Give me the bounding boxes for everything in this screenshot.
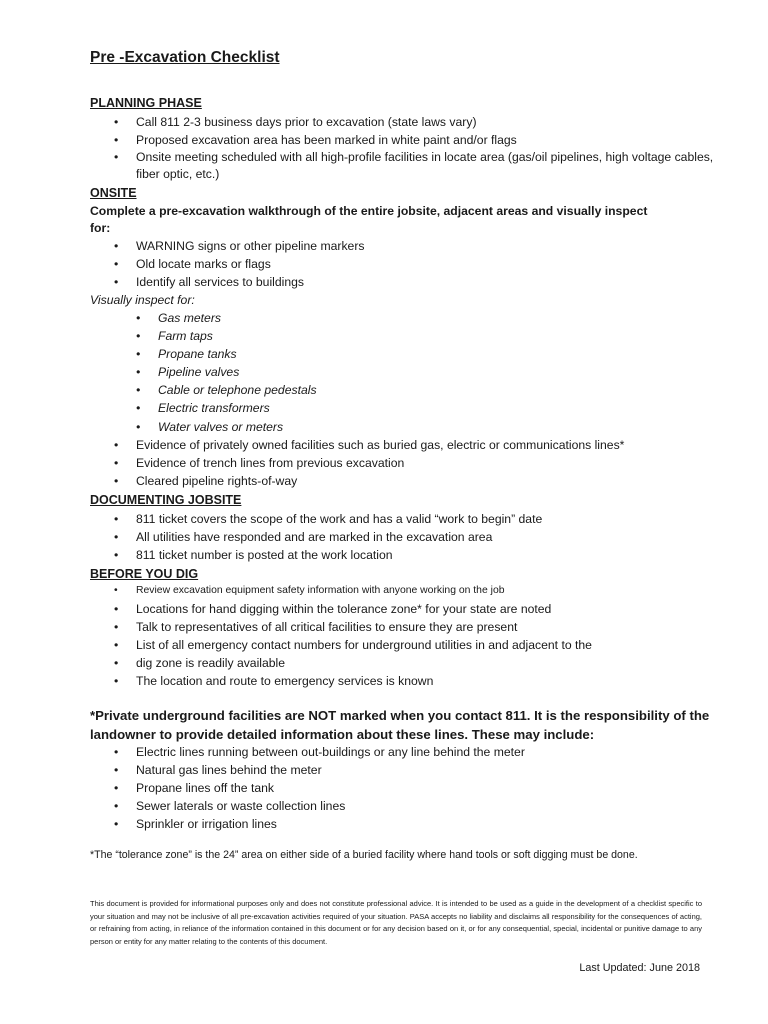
bullet-icon: • bbox=[114, 585, 118, 596]
documenting-list bbox=[114, 510, 716, 564]
list-item: • Onsite meeting scheduled with all high-profile facilities in locate area (gas/oil pipelines, high voltage cables, fiber optic, etc.) bbox=[114, 150, 714, 181]
bullet-icon: • bbox=[114, 781, 119, 796]
list-item: • 811 ticket covers the scope of the work and has a valid “work to begin” date bbox=[136, 510, 716, 528]
page-title: Pre -Excavation Checklist bbox=[90, 49, 280, 66]
private-facilities-list bbox=[114, 743, 716, 833]
list-item: • Proposed excavation area has been marked in white paint and/or flags bbox=[136, 131, 716, 149]
list-item: • Pipeline valves bbox=[158, 363, 698, 381]
planning-list bbox=[114, 113, 716, 182]
list-item: • Propane lines off the tank bbox=[136, 779, 716, 797]
bullet-icon: • bbox=[114, 620, 119, 635]
bullet-icon: • bbox=[136, 329, 141, 344]
list-item: • Cleared pipeline rights-of-way bbox=[136, 472, 716, 490]
bullet-icon: • bbox=[114, 150, 119, 165]
disclaimer: This document is provided for informational purposes only and does not constitute professional advice. It is intended to be used as a guide in the development of a checklist specific to your situation and may not be inclusive of all pre-excavation activities required of your situation. PASA accepts no liability and disclaims all responsibility for the consequences of acting, or refraining from acting, in reliance of the information contained in this document or for any decision based on it, or for any consequential, special, incidental or punitive damage to any person or entity for any matter relating to the contents of this document. bbox=[90, 899, 702, 946]
documenting-heading: DOCUMENTING JOBSITE bbox=[90, 493, 242, 507]
bullet-icon: • bbox=[136, 419, 141, 434]
private-facilities-note: *Private underground facilities are NOT marked when you contact 811. It is the responsibility of the landowner to provide detailed information about these lines. These may include: bbox=[90, 708, 710, 742]
list-item: • Talk to representatives of all critical facilities to ensure they are present bbox=[136, 618, 716, 636]
bullet-icon: • bbox=[136, 383, 141, 398]
bullet-icon: • bbox=[114, 456, 119, 471]
before-dig-heading: BEFORE YOU DIG bbox=[90, 567, 199, 581]
bullet-icon: • bbox=[114, 548, 119, 563]
bullet-icon: • bbox=[136, 311, 141, 325]
list-item: • All utilities have responded and are marked in the excavation area bbox=[136, 528, 716, 546]
bullet-icon: • bbox=[114, 115, 119, 129]
list-item: • Evidence of trench lines from previous excavation bbox=[136, 454, 716, 472]
list-item: • Water valves or meters bbox=[158, 418, 698, 436]
before-dig-list bbox=[114, 582, 716, 691]
list-item: • Cable or telephone pedestals bbox=[158, 381, 698, 399]
tolerance-zone-note: *The “tolerance zone” is the 24” area on either side of a buried facility where hand tools or soft digging must be done. bbox=[90, 849, 638, 861]
list-item: • Locations for hand digging within the tolerance zone* for your state are noted bbox=[136, 600, 716, 618]
list-item: • The location and route to emergency services is known bbox=[136, 672, 716, 690]
bullet-icon: • bbox=[114, 530, 119, 545]
bullet-icon: • bbox=[114, 745, 119, 759]
bullet-icon: • bbox=[114, 799, 119, 814]
planning-heading: PLANNING PHASE bbox=[90, 96, 202, 110]
bullet-icon: • bbox=[114, 656, 119, 671]
list-item: • Gas meters bbox=[158, 309, 698, 327]
list-item: • Identify all services to buildings bbox=[136, 273, 716, 291]
list-item: • List of all emergency contact numbers for underground utilities in and adjacent to the bbox=[136, 636, 716, 654]
bullet-icon: • bbox=[114, 638, 119, 653]
bullet-icon: • bbox=[136, 365, 141, 380]
onsite-more-list bbox=[114, 436, 716, 490]
list-item: • Review excavation equipment safety information with anyone working on the job bbox=[136, 582, 716, 600]
bullet-icon: • bbox=[114, 763, 119, 778]
bullet-icon: • bbox=[114, 257, 119, 272]
bullet-icon: • bbox=[114, 239, 119, 253]
list-item: • Propane tanks bbox=[158, 345, 698, 363]
list-item: • WARNING signs or other pipeline markers bbox=[136, 237, 716, 255]
visual-inspect-label: Visually inspect for: bbox=[90, 293, 195, 307]
list-item: • Sewer laterals or waste collection lines bbox=[136, 797, 716, 815]
bullet-icon: • bbox=[114, 817, 119, 832]
list-item: • Electric transformers bbox=[158, 399, 698, 417]
bullet-icon: • bbox=[136, 347, 141, 362]
list-item: • Sprinkler or irrigation lines bbox=[136, 815, 716, 833]
onsite-list bbox=[114, 237, 716, 291]
list-item: • Natural gas lines behind the meter bbox=[136, 761, 716, 779]
list-item: • Electric lines running between out-buildings or any line behind the meter bbox=[136, 743, 716, 761]
list-item: • Farm taps bbox=[158, 327, 698, 345]
list-item: • 811 ticket number is posted at the work location bbox=[136, 546, 716, 564]
list-item: • dig zone is readily available bbox=[136, 654, 716, 672]
list-item: • Call 811 2-3 business days prior to excavation (state laws vary) bbox=[136, 113, 716, 131]
list-item: • Old locate marks or flags bbox=[136, 255, 716, 273]
bullet-icon: • bbox=[114, 512, 119, 526]
last-updated: Last Updated: June 2018 bbox=[579, 962, 700, 974]
onsite-heading: ONSITE bbox=[90, 186, 137, 200]
bullet-icon: • bbox=[114, 438, 119, 452]
onsite-intro: Complete a pre-excavation walkthrough of the entire jobsite, adjacent areas and visually inspect for: bbox=[90, 204, 648, 235]
bullet-icon: • bbox=[114, 474, 119, 489]
visual-inspect-list bbox=[136, 309, 698, 436]
bullet-icon: • bbox=[114, 275, 119, 290]
list-item: • Evidence of privately owned facilities such as buried gas, electric or communications lines* bbox=[136, 436, 716, 454]
bullet-icon: • bbox=[114, 133, 119, 148]
bullet-icon: • bbox=[136, 401, 141, 416]
bullet-icon: • bbox=[114, 674, 119, 689]
bullet-icon: • bbox=[114, 602, 119, 617]
